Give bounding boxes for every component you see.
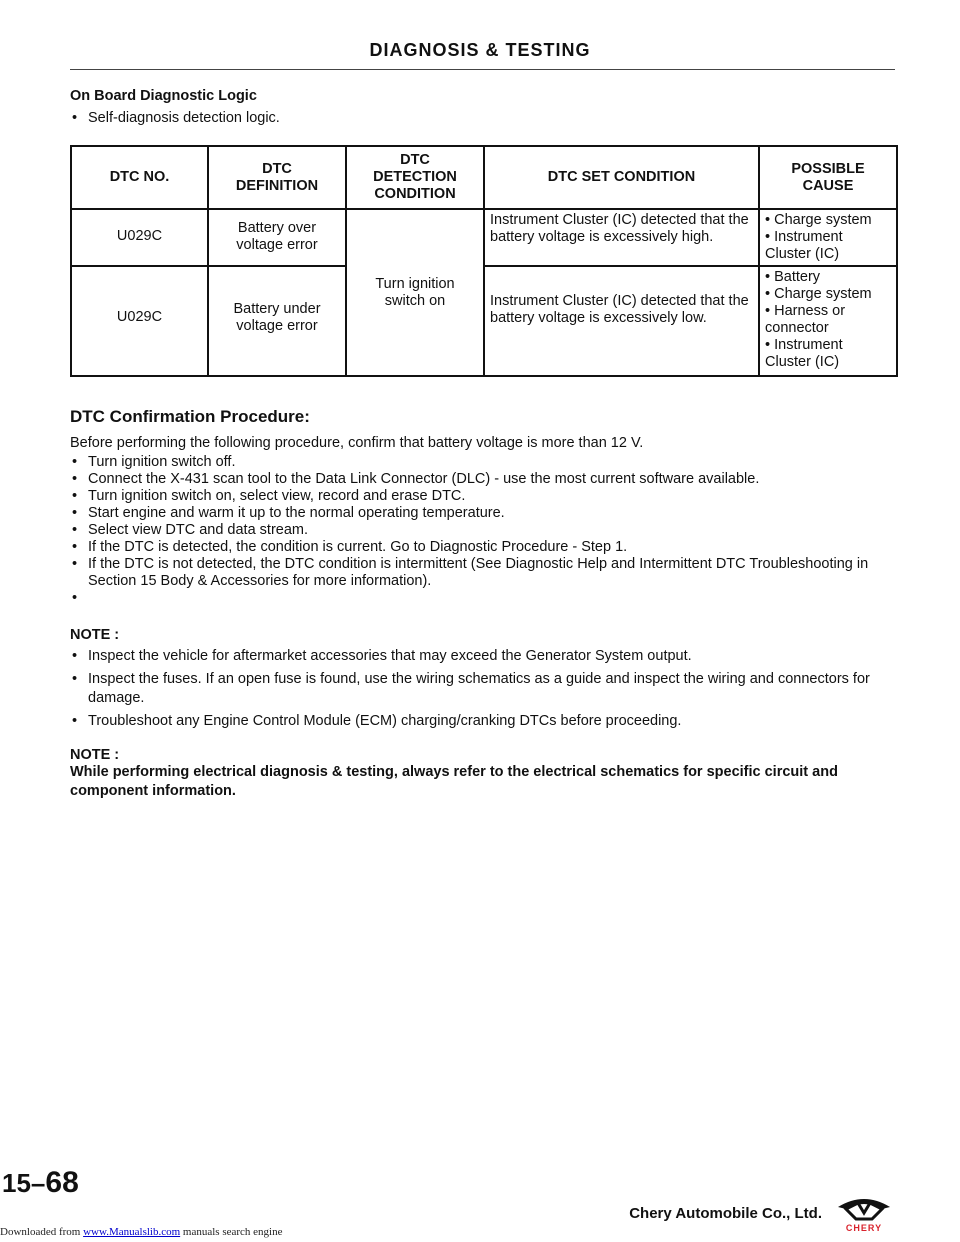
list-item: • Select view DTC and data stream. <box>70 522 896 539</box>
logic-heading: On Board Diagnostic Logic <box>70 88 257 104</box>
set-condition-cell: Instrument Cluster (IC) detected that the battery voltage is excessively low. <box>484 266 759 376</box>
detection-condition-text: Turn ignition switch on <box>375 275 455 309</box>
list-item: • Inspect the vehicle for aftermarket accessories that may exceed the Generator System output. <box>70 647 896 666</box>
note-list <box>70 647 896 731</box>
header-dtc-no: DTC NO. <box>71 146 208 209</box>
page-header-title: DIAGNOSIS & TESTING <box>369 40 591 60</box>
dtc-definition-cell: Battery over voltage error <box>208 209 346 266</box>
header-detection-condition: DTC DETECTION CONDITION <box>346 146 484 209</box>
dtc-code-cell: U029C <box>71 266 208 376</box>
note-text: While performing electrical diagnosis & testing, always refer to the electrical schematics for specific circuit and component information. <box>70 764 838 799</box>
cause-item: • Charge system <box>765 212 872 228</box>
logic-bullet: • Self-diagnosis detection logic. <box>70 110 896 127</box>
list-item: • Start engine and warm it up to the normal operating temperature. <box>70 505 896 522</box>
list-item: • If the DTC is detected, the condition is current. Go to Diagnostic Procedure - Step 1. <box>70 539 896 556</box>
list-item-empty <box>70 590 896 607</box>
list-item: • Connect the X-431 scan tool to the Data Link Connector (DLC) - use the most current software available. <box>70 471 896 488</box>
procedure-steps <box>70 454 896 607</box>
list-item: • If the DTC is not detected, the DTC condition is intermittent (See Diagnostic Help and Intermittent DTC Troubleshooting in Section 15 Body & Accessories for more information). <box>70 556 896 590</box>
cause-item: • Instrument Cluster (IC) <box>765 229 843 262</box>
table-row <box>71 266 897 376</box>
detection-condition-cell <box>346 209 484 376</box>
manualslib-link[interactable]: www.Manualslib.com <box>83 1226 181 1238</box>
cause-item: • Charge system <box>765 286 872 302</box>
dtc-table <box>70 145 898 377</box>
header-possible-cause: POSSIBLE CAUSE <box>759 146 897 209</box>
procedure-heading: DTC Confirmation Procedure: <box>70 407 310 426</box>
possible-cause-cell <box>759 209 897 266</box>
set-condition-cell: Instrument Cluster (IC) detected that the battery voltage is excessively high. <box>484 209 759 266</box>
dtc-code-cell: U029C <box>71 209 208 266</box>
procedure-intro: Before performing the following procedure, confirm that battery voltage is more than 12 V. <box>70 435 644 451</box>
company-name: Chery Automobile Co., Ltd. <box>629 1205 822 1222</box>
cause-item: • Battery <box>765 269 821 285</box>
page-num: 68 <box>45 1166 79 1199</box>
list-item: • Troubleshoot any Engine Control Module (ECM) charging/cranking DTCs before proceeding. <box>70 712 896 731</box>
chery-logo-icon <box>832 1193 896 1233</box>
download-notice: Downloaded from www.Manualslib.com manuals search engine <box>0 1226 283 1238</box>
page-content <box>70 88 896 801</box>
table-row <box>71 209 897 266</box>
cause-item: • Harness or connector <box>765 303 846 336</box>
header-dtc-definition: DTC DEFINITION <box>208 146 346 209</box>
list-item: • Turn ignition switch off. <box>70 454 896 471</box>
table-header-row <box>71 146 897 209</box>
header-divider <box>70 69 895 70</box>
note-label-2: NOTE : <box>70 747 120 763</box>
header-set-condition: DTC SET CONDITION <box>484 146 759 209</box>
page-number <box>2 1166 79 1200</box>
cause-item: • Instrument Cluster (IC) <box>765 337 843 370</box>
list-item: • Inspect the fuses. If an open fuse is found, use the wiring schematics as a guide and inspect the wiring and connectors for damage. <box>70 670 896 708</box>
list-item: • Turn ignition switch on, select view, record and erase DTC. <box>70 488 896 505</box>
dtc-definition-cell: Battery under voltage error <box>208 266 346 376</box>
possible-cause-cell <box>759 266 897 376</box>
logo-text: CHERY <box>845 1223 883 1233</box>
note-label: NOTE : <box>70 627 120 643</box>
section-number: 15– <box>2 1168 46 1198</box>
